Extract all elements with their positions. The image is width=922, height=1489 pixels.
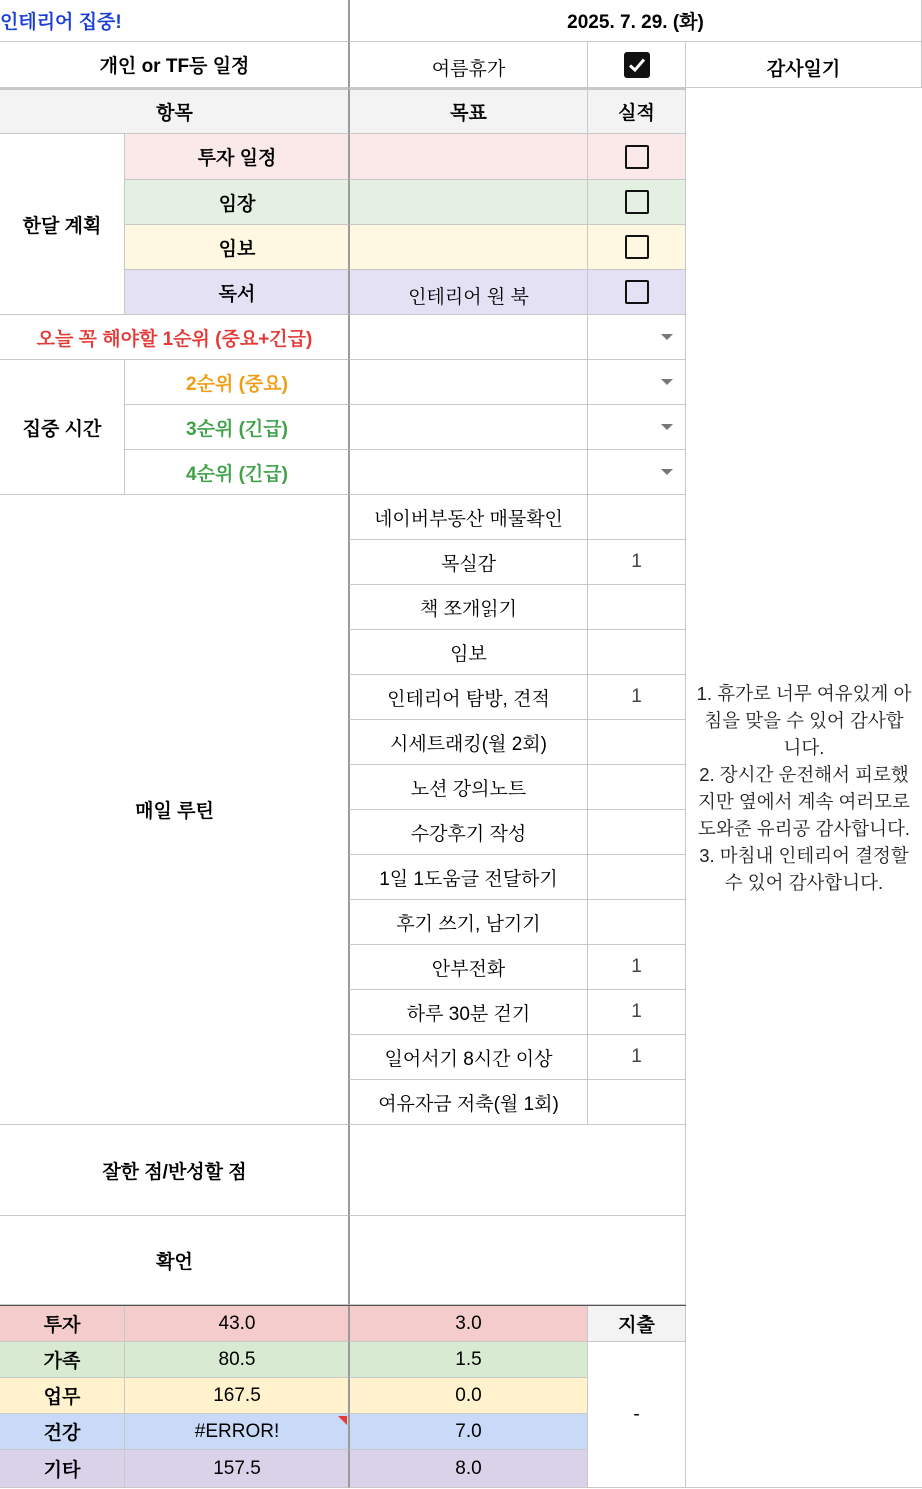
checkbox-icon[interactable] [625, 280, 649, 304]
date-header: 2025. 7. 29. (화) [348, 0, 922, 42]
diary-line: 도와준 유리공 감사합니다. [697, 817, 910, 839]
monthly-item-site-visit: 임장 [125, 180, 350, 225]
routine-item-name[interactable]: 후기 쓰기, 남기기 [348, 900, 588, 945]
routine-item-result[interactable] [588, 585, 686, 630]
priority-3-label: 3순위 (긴급) [125, 405, 350, 450]
monthly-goal-reading[interactable]: 인테리어 원 북 [348, 270, 588, 315]
summary-daily-value[interactable]: 8.0 [348, 1450, 588, 1488]
routine-item-result[interactable]: 1 [588, 945, 686, 990]
monthly-goal-site-visit[interactable] [348, 180, 588, 225]
reflection-input[interactable] [348, 1125, 686, 1216]
monthly-check-site-visit[interactable] [588, 180, 686, 225]
routine-item-name[interactable]: 여유자금 저축(월 1회) [348, 1080, 588, 1125]
monthly-goal-report[interactable] [348, 225, 588, 270]
priority-2-goal[interactable] [348, 360, 588, 405]
daily-routine-label: 매일 루틴 [0, 495, 350, 1125]
summary-total-value[interactable]: 80.5 [125, 1342, 350, 1378]
routine-item-name[interactable]: 하루 30분 걷기 [348, 990, 588, 1035]
summary-total-value[interactable]: 157.5 [125, 1450, 350, 1488]
summary-category: 업무 [0, 1378, 125, 1414]
error-indicator-icon[interactable] [338, 1416, 347, 1425]
monthly-check-report[interactable] [588, 225, 686, 270]
monthly-goal-investment[interactable] [348, 134, 588, 180]
diary-line: 3. 마침내 인테리어 결정할 [699, 844, 909, 866]
priority-2-dropdown[interactable] [588, 360, 686, 405]
dropdown-arrow-icon[interactable] [661, 469, 673, 475]
diary-label: 감사일기 [686, 42, 922, 88]
priority-4-goal[interactable] [348, 450, 588, 495]
routine-item-result[interactable]: 1 [588, 1035, 686, 1080]
routine-item-result[interactable] [588, 495, 686, 540]
summary-category: 투자 [0, 1306, 125, 1342]
expense-label: 지출 [588, 1306, 686, 1342]
summary-category: 건강 [0, 1414, 125, 1450]
routine-item-name[interactable]: 안부전화 [348, 945, 588, 990]
routine-item-result[interactable] [588, 765, 686, 810]
schedule-value[interactable]: 여름휴가 [348, 42, 588, 88]
summary-total-value[interactable]: 43.0 [125, 1306, 350, 1342]
routine-item-name[interactable]: 일어서기 8시간 이상 [348, 1035, 588, 1080]
monthly-item-reading: 독서 [125, 270, 350, 315]
gratitude-diary-lines [697, 680, 912, 896]
monthly-item-report: 임보 [125, 225, 350, 270]
dropdown-arrow-icon[interactable] [661, 334, 673, 340]
priority-3-goal[interactable] [348, 405, 588, 450]
routine-item-result[interactable] [588, 630, 686, 675]
routine-item-name[interactable]: 인테리어 탐방, 견적 [348, 675, 588, 720]
summary-daily-value[interactable]: 7.0 [348, 1414, 588, 1450]
column-header-result: 실적 [588, 88, 686, 134]
routine-item-result[interactable] [588, 810, 686, 855]
priority-4-dropdown[interactable] [588, 450, 686, 495]
checkbox-icon[interactable] [625, 235, 649, 259]
routine-item-result[interactable] [588, 900, 686, 945]
schedule-checkbox-cell[interactable] [588, 42, 686, 88]
column-header-goal: 목표 [348, 88, 588, 134]
column-header-item: 항목 [0, 88, 350, 134]
routine-item-name[interactable]: 임보 [348, 630, 588, 675]
priority-2-label: 2순위 (중요) [125, 360, 350, 405]
sheet-title: 인테리어 집중! [0, 0, 350, 42]
summary-category: 가족 [0, 1342, 125, 1378]
routine-item-result[interactable]: 1 [588, 540, 686, 585]
diary-line: 1. 휴가로 너무 여유있게 아 [696, 682, 912, 704]
routine-item-result[interactable] [588, 855, 686, 900]
routine-item-name[interactable]: 책 쪼개읽기 [348, 585, 588, 630]
focus-time-label: 집중 시간 [0, 360, 125, 495]
diary-line: 수 있어 감사합니다. [724, 871, 884, 893]
priority-1-dropdown[interactable] [588, 315, 686, 360]
monthly-plan-label: 한달 계획 [0, 134, 125, 315]
monthly-check-reading[interactable] [588, 270, 686, 315]
routine-item-name[interactable]: 네이버부동산 매물확인 [348, 495, 588, 540]
diary-line: 2. 장시간 운전해서 피로했 [699, 763, 909, 785]
priority-3-dropdown[interactable] [588, 405, 686, 450]
diary-line: 니다. [783, 736, 825, 758]
affirmation-label: 확언 [0, 1216, 350, 1305]
priority-1-goal[interactable] [348, 315, 588, 360]
summary-category: 기타 [0, 1450, 125, 1488]
monthly-item-investment: 투자 일정 [125, 134, 350, 180]
routine-item-name[interactable]: 시세트래킹(월 2회) [348, 720, 588, 765]
monthly-check-investment[interactable] [588, 134, 686, 180]
routine-item-name[interactable]: 1일 1도움글 전달하기 [348, 855, 588, 900]
affirmation-input[interactable] [348, 1216, 686, 1305]
summary-total-value[interactable]: #ERROR! [125, 1414, 350, 1450]
routine-item-result[interactable] [588, 720, 686, 765]
schedule-label: 개인 or TF등 일정 [0, 42, 350, 88]
priority-1-label: 오늘 꼭 해야할 1순위 (중요+긴급) [0, 315, 350, 360]
summary-total-value[interactable]: 167.5 [125, 1378, 350, 1414]
diary-line: 침을 맞을 수 있어 감사합 [704, 709, 904, 731]
routine-item-name[interactable]: 수강후기 작성 [348, 810, 588, 855]
gratitude-diary-text[interactable] [686, 88, 922, 1488]
routine-item-result[interactable]: 1 [588, 675, 686, 720]
routine-item-result[interactable] [588, 1080, 686, 1125]
expense-value[interactable]: - [588, 1342, 686, 1488]
summary-daily-value[interactable]: 3.0 [348, 1306, 588, 1342]
routine-item-name[interactable]: 목실감 [348, 540, 588, 585]
dropdown-arrow-icon[interactable] [661, 424, 673, 430]
reflection-label: 잘한 점/반성할 점 [0, 1125, 350, 1216]
dropdown-arrow-icon[interactable] [661, 379, 673, 385]
priority-4-label: 4순위 (긴급) [125, 450, 350, 495]
routine-item-name[interactable]: 노션 강의노트 [348, 765, 588, 810]
summary-daily-value[interactable]: 0.0 [348, 1378, 588, 1414]
checkbox-icon[interactable] [625, 190, 649, 214]
routine-item-result[interactable]: 1 [588, 990, 686, 1035]
summary-daily-value[interactable]: 1.5 [348, 1342, 588, 1378]
checkbox-checked-icon[interactable] [624, 52, 650, 78]
diary-line: 지만 옆에서 계속 여러모로 [697, 790, 910, 812]
checkbox-icon[interactable] [625, 145, 649, 169]
